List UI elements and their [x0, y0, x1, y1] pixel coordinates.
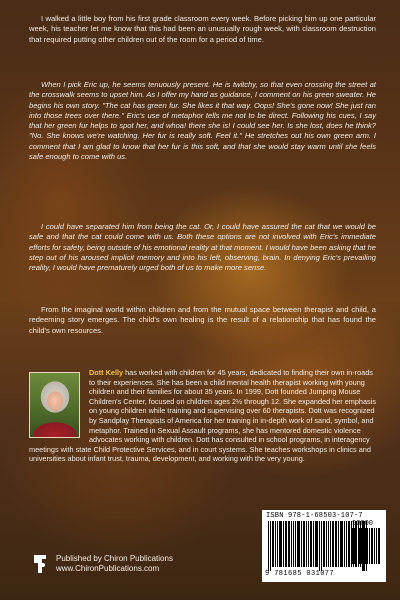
addon-bar — [354, 528, 355, 564]
barcode-bar — [308, 521, 309, 567]
barcode-bar — [293, 521, 294, 567]
ean-digits: 9 781685 031077 — [265, 570, 335, 578]
barcode-bar — [323, 521, 325, 567]
barcode-bar — [328, 521, 329, 567]
barcode-bar — [295, 521, 296, 567]
barcode-bar — [288, 521, 290, 567]
author-bio-text: has worked with children for 45 years, dedicated to finding their own in-roads to their experiences. She has been a child mental health therapist working with young children and their families for about 35 years. In 1999, Dott founded Jumping Mouse Children's Center, focused on children ages 2½ through 12. She expanded her emphasis on young children while training and supervising over 60 therapists. Dott was recognized by Sandplay Therapists of America for her training in in-depth work of sand, symbol, and metaphor. Trained in Sexual Assault programs, she has mentored domestic violence advocates working with children. Dott has consulted in school programs, in interagency meetings with state Child Protective Services, and in court systems. She teaches workshops in clinics and universities about infant trust, trauma, development, and working with the very young. — [29, 368, 376, 464]
addon-bar — [378, 528, 380, 564]
addon-bar — [376, 528, 377, 564]
addon-bar — [356, 528, 357, 564]
author-bio — [29, 368, 376, 464]
addon-bar — [361, 528, 362, 564]
isbn-label: ISBN 978-1-68503-107-7 — [266, 512, 363, 520]
barcode-bar — [340, 521, 343, 567]
barcode-bar — [306, 521, 307, 567]
barcode-bar — [326, 521, 327, 567]
barcode-bar — [315, 521, 318, 567]
publisher-block — [32, 553, 173, 575]
barcode-bar — [335, 521, 337, 567]
barcode-bar — [285, 521, 287, 567]
barcode-bar — [319, 521, 320, 571]
barcode-bar — [301, 521, 302, 567]
barcode-bar — [338, 521, 339, 567]
isbn-barcode — [262, 510, 386, 582]
barcode-bar — [272, 521, 274, 567]
chiron-logo-icon — [32, 553, 48, 575]
body-paragraph-4: From the imaginal world within children and from the mutual space between therapist and child, a redeeming story emerges. The child's own healing is the result of a relationship that has found the child's own resources. — [29, 305, 376, 335]
publisher-website[interactable]: www.ChironPublications.com — [56, 564, 160, 573]
barcode-bar — [346, 521, 347, 567]
addon-bar — [369, 528, 370, 564]
barcode-bar — [268, 521, 269, 571]
barcode-bar — [270, 521, 271, 571]
body-paragraph-1: I walked a little boy from his first grade classroom every week. Before picking him up one particular week, his teacher let me know that this had been an unusually rough week, with classroom destruction that required putting other children out of the room for a period of time. — [29, 14, 376, 44]
barcode-bar — [313, 521, 314, 567]
barcode-bar — [330, 521, 331, 567]
barcode-bar — [277, 521, 278, 567]
addon-bar — [374, 528, 375, 564]
barcode-bar — [310, 521, 312, 567]
barcode-bar — [344, 521, 345, 567]
barcode-bar — [283, 521, 284, 567]
body-paragraph-3: I could have separated him from being the cat. Or, I could have assured the cat that we would be safe and that the cat could come with us. Both these options are not involved with Eric's immediate efforts for safety, being outside of his emotional reality at that moment. I would have been asking that he step out of his aroused implicit memory and into his left, observing, brain. In denying Eric's prevailing reality, I would have prematurely urged both of us to make more sense. — [29, 222, 376, 273]
barcode-bar — [303, 521, 305, 567]
barcode-bar — [291, 521, 292, 567]
addon-bar — [363, 528, 366, 564]
author-name: Dott Kelly — [89, 368, 124, 377]
publisher-name: Published by Chiron Publications — [56, 554, 173, 563]
addon-bar — [351, 528, 353, 564]
addon-bar — [358, 528, 360, 564]
barcode-bar — [321, 521, 322, 571]
barcode-bar — [275, 521, 276, 567]
addon-barcode-bars — [349, 528, 381, 564]
barcode-bar — [332, 521, 334, 567]
barcode-bar — [279, 521, 282, 567]
barcode-bar — [297, 521, 300, 567]
addon-number: 90000 — [352, 520, 374, 528]
body-paragraph-2: When I pick Eric up, he seems tenuously present. He is twitchy, so that even crossing the street at the crosswalk seems to upset him. As I offer my hand as guidance, I comment on his green sweater. He begins his own story. "The cat has green fur. She likes it that way. Oops! She's gone now! She just ran into those trees over there." Eric's use of metaphor tells me not to be direct. Following his cues, I say that her green fur helps to spot her, and whoa! there she is! I could see her. Is she lost, does he think? "No. She knows we're watching. Her fur is really soft. Feel it." He stretches out his own green arm. I comment that I am glad to know that her fur is this soft, and that she would stay warm until she feels safe enough to come with us. — [29, 80, 376, 162]
addon-bar — [349, 528, 350, 564]
addon-bar — [367, 528, 368, 564]
addon-bar — [371, 528, 373, 564]
